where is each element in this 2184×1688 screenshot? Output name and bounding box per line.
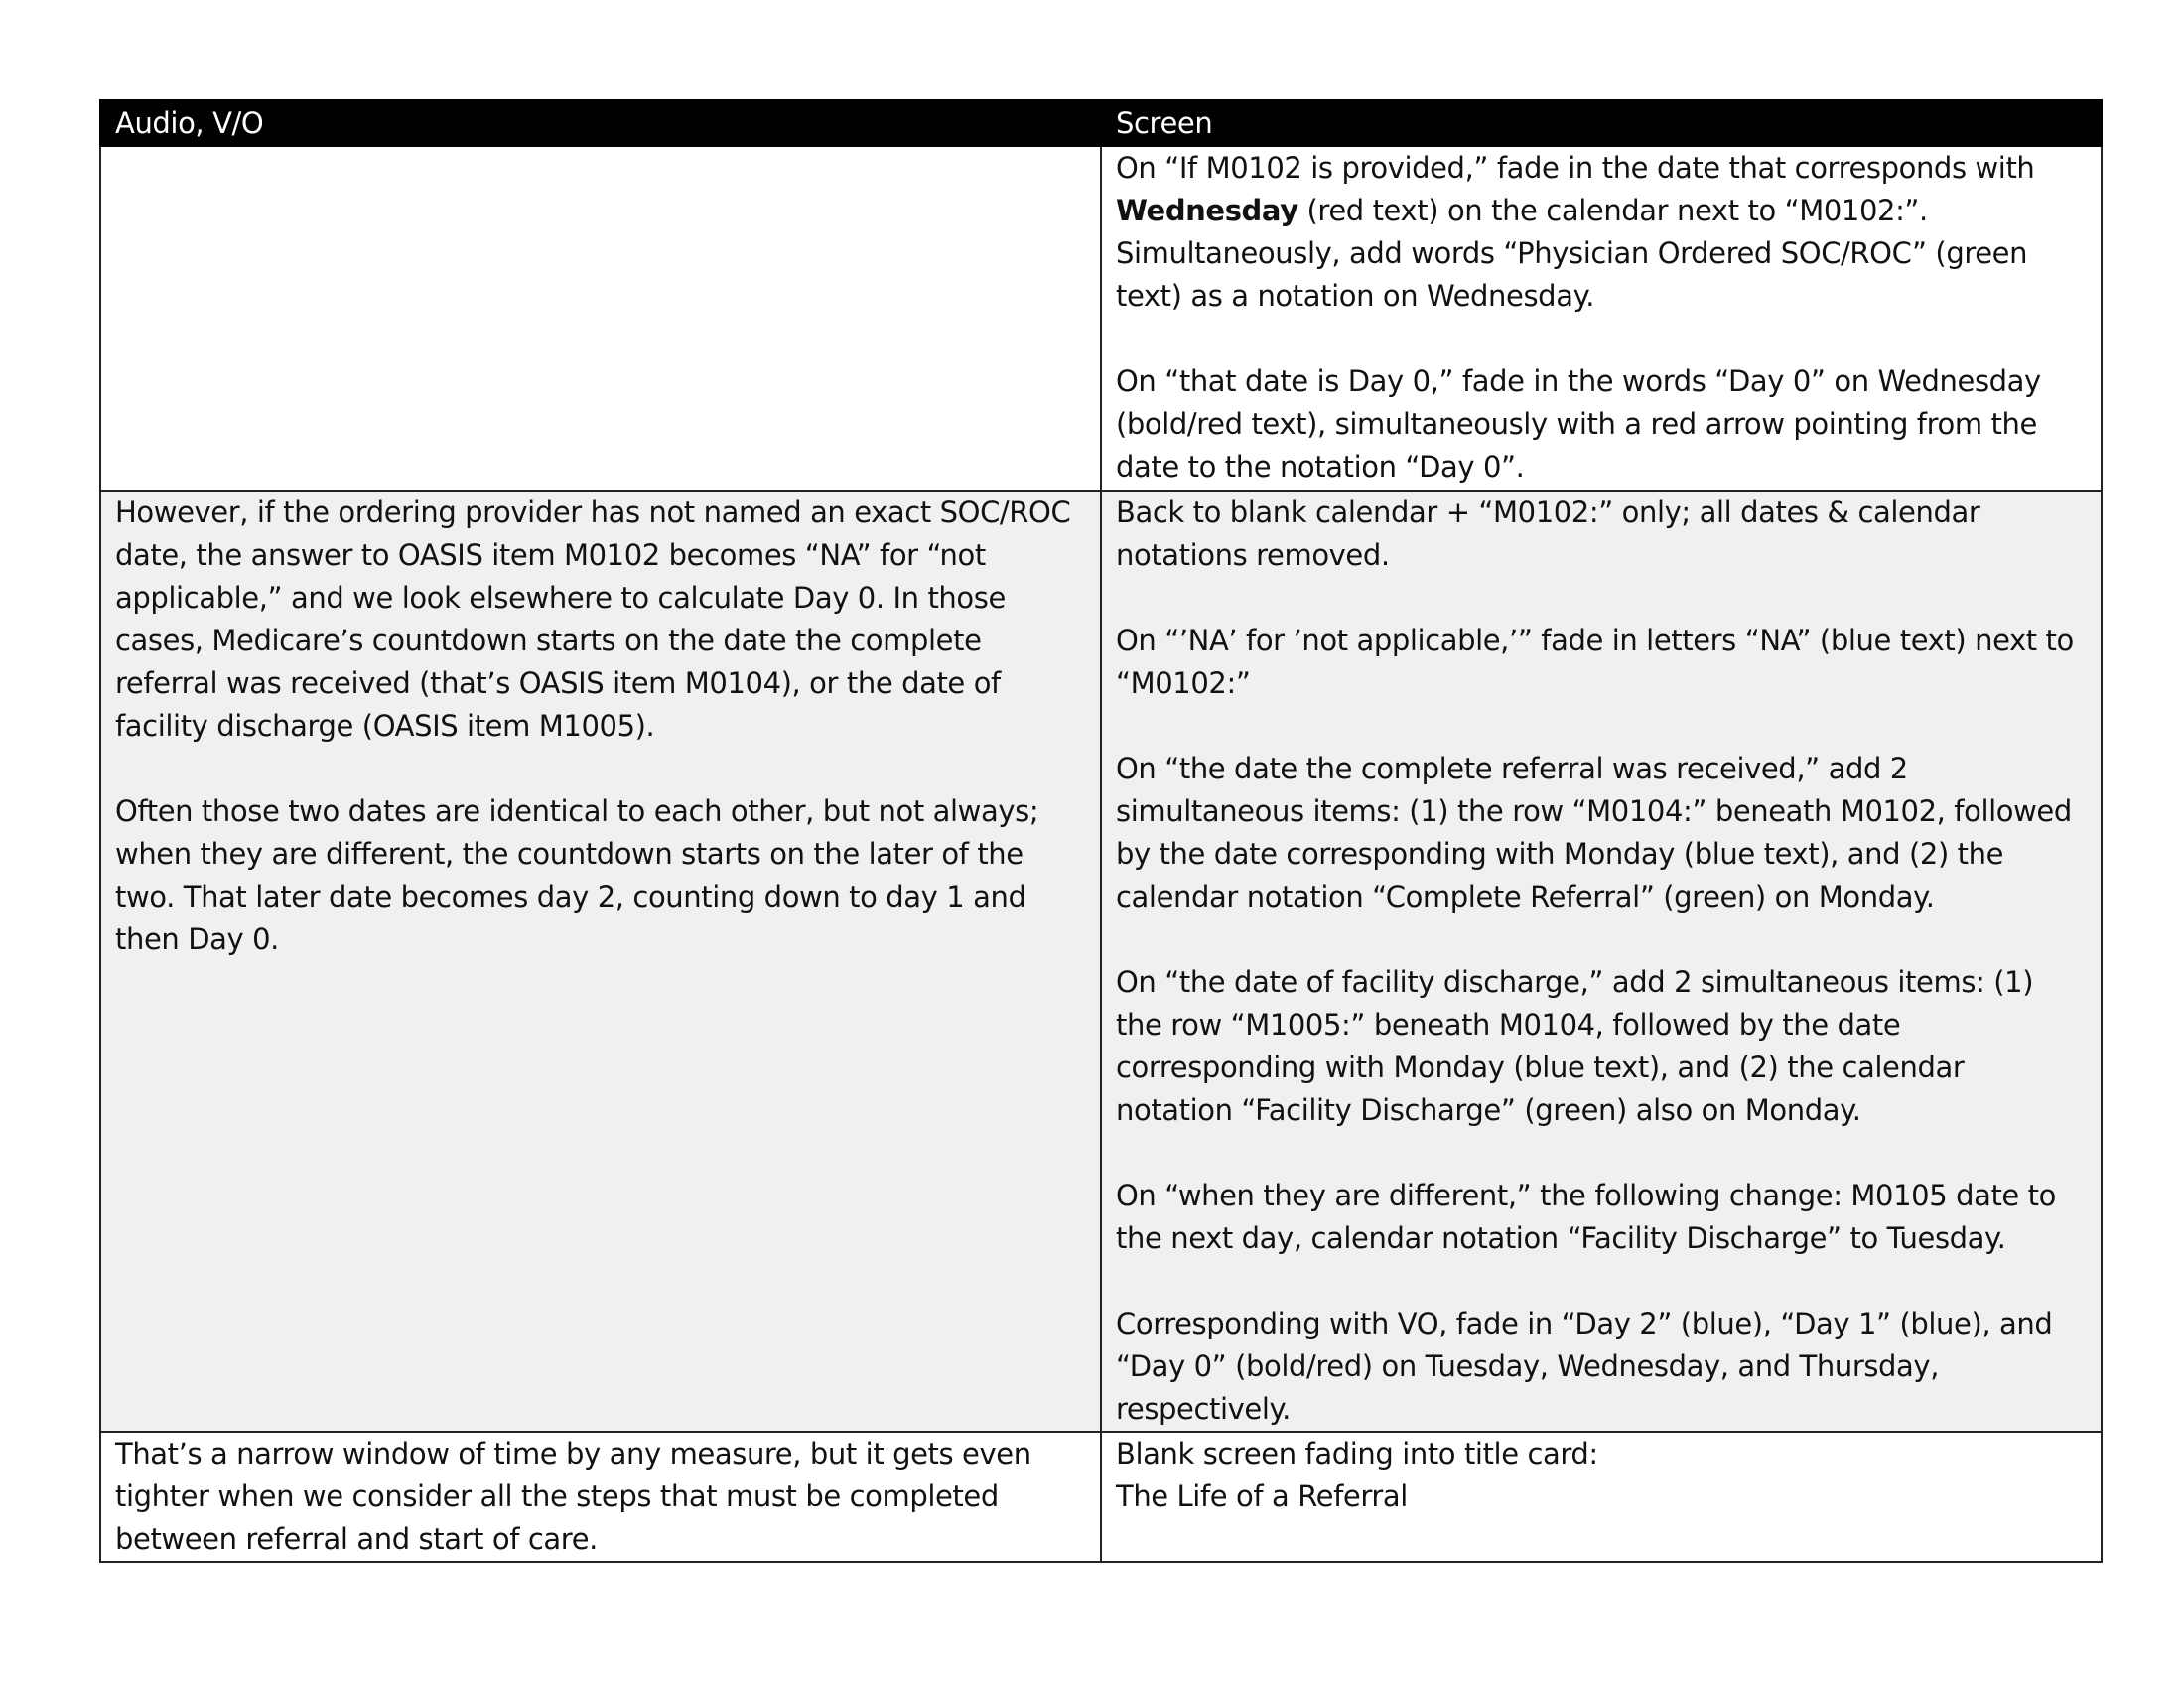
screen-paragraph: Back to blank calendar + “M0102:” only; all dates & calendar notations removed. xyxy=(1116,495,1980,572)
audio-cell xyxy=(100,1432,1101,1562)
screen-cell xyxy=(1101,1432,2102,1562)
title-card-text: The Life of a Referral xyxy=(1116,1479,1408,1513)
screen-cell xyxy=(1101,491,2102,1432)
screen-paragraph: On “when they are different,” the following change: M0105 date to the next day, calendar notation “Facility Discharge” to Tuesday. xyxy=(1116,1179,2056,1255)
screen-paragraph: Corresponding with VO, fade in “Day 2” (blue), “Day 1” (blue), and “Day 0” (bold/red) on Tuesday, Wednesday, and Thursday, respectively. xyxy=(1116,1307,2053,1426)
bold-day-text: Wednesday xyxy=(1116,194,1298,227)
column-header-audio: Audio, V/O xyxy=(100,100,1101,146)
audio-paragraph: However, if the ordering provider has not named an exact SOC/ROC date, the answer to OASIS item M0102 becomes “NA” for “not applicable,” and we look elsewhere to calculate Day 0. In those cases, Medicare’s countdown starts on the date the complete referral was received (that’s OASIS item M0104), or the date of facility discharge (OASIS item M1005). xyxy=(115,495,1071,743)
audio-paragraph: Often those two dates are identical to each other, but not always; when they are different, the countdown starts on the later of the two. That later date becomes day 2, counting down to day 1 and then Day 0. xyxy=(115,794,1039,956)
audio-cell xyxy=(100,146,1101,491)
screen-line: Blank screen fading into title card: xyxy=(1116,1437,1598,1471)
paragraph-gap xyxy=(1116,1132,2087,1175)
column-header-screen: Screen xyxy=(1101,100,2102,146)
screen-paragraph: On “the date of facility discharge,” add 2 simultaneous items: (1) the row “M1005:” beneath M0104, followed by the date corresponding with Monday (blue text), and (2) the calendar notation “Facility Discharge” (green) also on Monday. xyxy=(1116,965,2034,1127)
screen-paragraph: On “’NA’ for ’not applicable,’” fade in letters “NA” (blue text) next to “M0102:” xyxy=(1116,624,2074,700)
paragraph-text: (red text) on the calendar next to “M0102:”. Simultaneously, add words “Physician Ordered SOC/ROC” (green text) as a notation on Wednesday. xyxy=(1116,194,2028,313)
screen-cell xyxy=(1101,146,2102,491)
paragraph-text: On “If M0102 is provided,” fade in the date that corresponds with xyxy=(1116,151,2035,185)
screen-paragraph: On “the date the complete referral was received,” add 2 simultaneous items: (1) the row “M0104:” beneath M0102, followed by the date corresponding with Monday (blue text), and (2) the calendar notation “Complete Referral” (green) on Monday. xyxy=(1116,752,2072,914)
paragraph-gap xyxy=(115,748,1086,790)
paragraph-gap xyxy=(1116,705,2087,748)
audio-paragraph: That’s a narrow window of time by any measure, but it gets even tighter when we consider all the steps that must be completed between referral and start of care. xyxy=(115,1437,1031,1556)
table-row xyxy=(100,146,2102,491)
paragraph-gap xyxy=(1116,577,2087,620)
screen-paragraph: On “that date is Day 0,” fade in the words “Day 0” on Wednesday (bold/red text), simultaneously with a red arrow pointing from the date to the notation “Day 0”. xyxy=(1116,364,2041,484)
screen-paragraph xyxy=(1116,147,2087,318)
table-row xyxy=(100,1432,2102,1562)
paragraph-gap xyxy=(1116,318,2087,360)
paragraph-gap xyxy=(1116,1260,2087,1303)
audio-cell xyxy=(100,491,1101,1432)
header-row xyxy=(100,100,2102,146)
paragraph-gap xyxy=(1116,918,2087,961)
script-table xyxy=(99,99,2103,1563)
table-row xyxy=(100,491,2102,1432)
